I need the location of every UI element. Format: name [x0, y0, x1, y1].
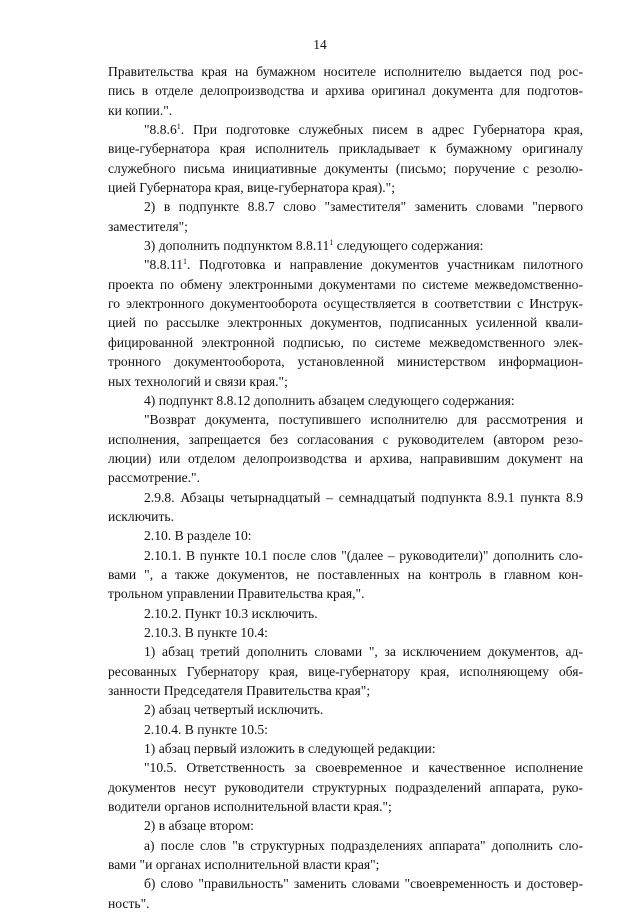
text-line: "Возврат документа, поступившего исполнителю для рассмотрения и	[144, 412, 583, 428]
text-line: вами ", а также документов, не поставленных на контроль в главном кон-	[108, 566, 583, 582]
paragraph	[108, 700, 583, 719]
text-line: цией по рассылке электронных документов, подписанных усиленной квали-	[108, 315, 583, 331]
text-fragment: следующего содержания:	[333, 238, 484, 254]
text-line: люции) или отделом делопроизводства и архива, направившим документ на	[108, 450, 583, 466]
paragraph	[108, 874, 583, 913]
paragraph	[108, 623, 583, 642]
text-line: 2.10.4. В пункте 10.5:	[144, 721, 268, 737]
text-line: документов несут руководители структурных подразделений аппарата, руко-	[108, 779, 583, 795]
paragraph	[108, 410, 583, 487]
text-line: 2) в подпункте 8.8.7 слово "заместителя" заменить словами "первого	[144, 199, 583, 215]
text-line: ность".	[108, 895, 150, 911]
text-fragment: . Подготовка и направление документов участникам пилотного	[187, 257, 583, 273]
text-line: го электронного документооборота осуществляется в соответствии с Инструк-	[108, 296, 583, 312]
text-fragment: 3) дополнить подпунктом 8.8.11	[144, 238, 330, 254]
paragraph	[108, 526, 583, 545]
text-line: 2.10.1. В пункте 10.1 после слов "(далее – руководители)" дополнить сло-	[144, 547, 583, 563]
text-line: 2.10. В разделе 10:	[144, 528, 252, 544]
paragraph	[108, 720, 583, 739]
text-line: 2.9.8. Абзацы четырнадцатый – семнадцатый подпункта 8.9.1 пункта 8.9	[144, 489, 583, 505]
paragraph	[108, 236, 583, 255]
text-line: 2) в абзаце втором:	[144, 818, 254, 834]
text-line: служебного письма инициативные документы (письмо; поручение с резолю-	[108, 160, 583, 176]
paragraph	[108, 391, 583, 410]
superscript: 1	[329, 238, 334, 248]
paragraph	[108, 642, 583, 700]
paragraph	[108, 197, 583, 236]
text-line	[108, 255, 583, 274]
superscript: 1	[183, 257, 188, 267]
text-line: 2.10.2. Пункт 10.3 исключить.	[144, 605, 318, 621]
text-line: 4) подпункт 8.8.12 дополнить абзацем следующего содержания:	[144, 392, 515, 408]
text-line: вами "и органах исполнительной власти края";	[108, 857, 380, 873]
paragraph-8-8-6	[108, 120, 583, 197]
text-fragment: "8.8.11	[144, 257, 184, 273]
text-line: рассмотрение.".	[108, 470, 200, 486]
text-line	[108, 120, 583, 139]
text-line: б) слово "правильность" заменить словами "своевременность и достовер-	[144, 876, 583, 892]
text-line: 1) абзац первый изложить в следующей редакции:	[144, 741, 436, 757]
text-fragment: . При подготовке служебных писем в адрес Губернатора края,	[180, 122, 583, 138]
text-line: исключить.	[108, 508, 174, 524]
paragraph	[108, 836, 583, 875]
text-line: 2.10.3. В пункте 10.4:	[144, 624, 268, 640]
superscript: 1	[176, 122, 181, 132]
text-line: исполнения, запрещается без согласования с руководителем (автором резо-	[108, 431, 583, 447]
text-line: ки копии.".	[108, 102, 173, 118]
paragraph	[108, 604, 583, 623]
text-line: 1) абзац третий дополнить словами ", за исключением документов, ад-	[144, 644, 583, 660]
paragraph	[108, 816, 583, 835]
text-line: 2) абзац четвертый исключить.	[144, 702, 324, 718]
page-number: 14	[313, 37, 327, 52]
text-line: водители органов исполнительной власти края.";	[108, 799, 392, 815]
text-line: пись в отделе делопроизводства и архива оригинал документа для подготов-	[108, 83, 583, 99]
text-line: проекта по обмену электронными документами по системе межведомственно-	[108, 276, 583, 292]
document-body	[108, 62, 583, 913]
text-line: Правительства края на бумажном носителе исполнителю выдается под рос-	[108, 64, 583, 79]
text-line: фицированной электронной подписью, по системе межведомственного элек-	[108, 334, 583, 350]
text-line: занности Председателя Правительства края";	[108, 683, 371, 698]
text-line: заместителя";	[108, 218, 188, 234]
text-line: цией Губернатора края, вице-губернатора края).";	[108, 180, 395, 196]
text-fragment: "8.8.6	[144, 122, 177, 138]
paragraph	[108, 546, 583, 604]
text-line	[108, 236, 583, 255]
text-line: тронного документооборота, установленной министерством информацион-	[108, 354, 583, 370]
text-line: а) после слов "в структурных подразделениях аппарата" дополнить сло-	[144, 837, 583, 853]
paragraph-8-8-11	[108, 255, 583, 390]
text-line: "10.5. Ответственность за своевременное и качественное исполнение	[144, 760, 583, 776]
paragraph	[108, 488, 583, 527]
text-line: трольном управлении Правительства края,".	[108, 586, 365, 602]
text-line: ресованных Губернатору края, вице-губернатору края, исполняющему обя-	[108, 663, 583, 679]
text-line: ных технологий и связи края.";	[108, 373, 288, 389]
paragraph	[108, 62, 583, 120]
paragraph	[108, 739, 583, 758]
paragraph	[108, 758, 583, 816]
text-line: вице-губернатора края исполнитель прикладывает к бумажному оригиналу	[108, 141, 583, 157]
